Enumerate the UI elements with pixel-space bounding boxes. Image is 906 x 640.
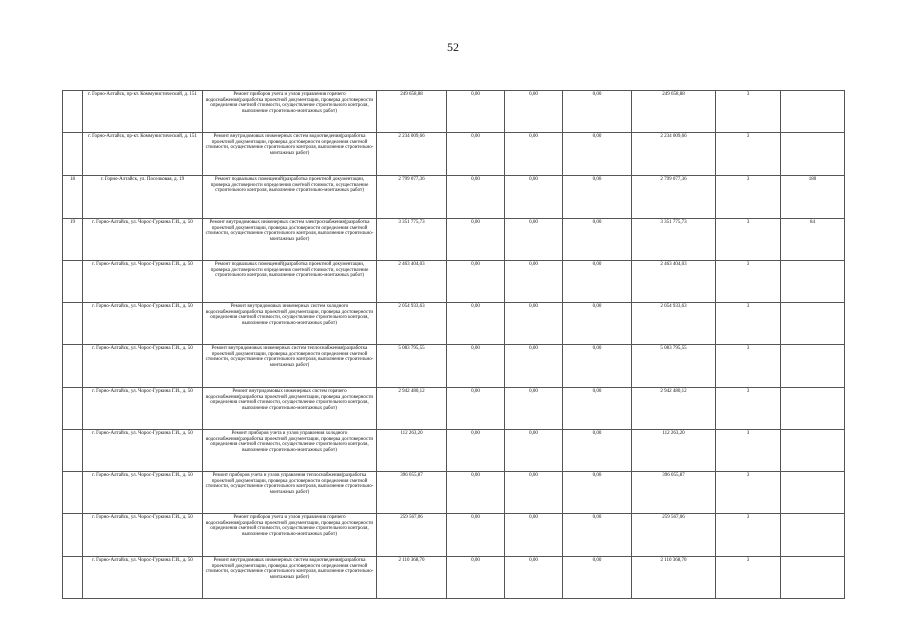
local-budget-cell: 0,00 <box>563 133 632 176</box>
area-cell: 84 <box>781 219 845 261</box>
total-cost-cell: 249 658,88 <box>377 91 447 133</box>
owners-funds-cell: 259 567,06 <box>632 514 716 557</box>
region-budget-cell: 0,00 <box>505 261 563 303</box>
owners-funds-cell: 2 463 404,03 <box>632 261 716 303</box>
method-cell: 3 <box>716 557 781 599</box>
area-cell <box>781 91 845 133</box>
region-budget-cell: 0,00 <box>505 472 563 514</box>
area-cell <box>781 303 845 345</box>
row-number <box>63 345 83 388</box>
total-cost-cell: 112 263,20 <box>377 430 447 472</box>
address-cell: г. Горно-Алтайск, ул. Чорос-Гуркина Г.И., д. 50 <box>83 430 203 472</box>
area-cell: 180 <box>781 176 845 219</box>
owners-funds-cell: 2 799 077,36 <box>632 176 716 219</box>
fund-cost-cell: 0,00 <box>447 91 505 133</box>
owners-funds-cell: 2 110 368,70 <box>632 557 716 599</box>
total-cost-cell: 2 054 933,63 <box>377 303 447 345</box>
fund-cost-cell: 0,00 <box>447 514 505 557</box>
fund-cost-cell: 0,00 <box>447 303 505 345</box>
local-budget-cell: 0,00 <box>563 91 632 133</box>
total-cost-cell: 2 799 077,36 <box>377 176 447 219</box>
owners-funds-cell: 3 351 775,73 <box>632 219 716 261</box>
row-number <box>63 388 83 430</box>
table-row <box>63 219 845 261</box>
total-cost-cell: 3 351 775,73 <box>377 219 447 261</box>
local-budget-cell: 0,00 <box>563 261 632 303</box>
address-cell: г. Горно-Алтайск, ул. Поселковая, д. 19 <box>83 176 203 219</box>
local-budget-cell: 0,00 <box>563 472 632 514</box>
table-row <box>63 472 845 514</box>
fund-cost-cell: 0,00 <box>447 557 505 599</box>
region-budget-cell: 0,00 <box>505 133 563 176</box>
method-cell: 3 <box>716 430 781 472</box>
table-row <box>63 303 845 345</box>
owners-funds-cell: 249 658,88 <box>632 91 716 133</box>
work-type-cell: Ремонт внутридомовых инженерных систем водоотведения(разработка проектной документации, проверка достоверности определения сметной стоимости, осуществление строительного контроля, выполнение строительно-монтажных работ) <box>203 557 377 599</box>
local-budget-cell: 0,00 <box>563 303 632 345</box>
owners-funds-cell: 2 054 933,63 <box>632 303 716 345</box>
region-budget-cell: 0,00 <box>505 388 563 430</box>
total-cost-cell: 2 110 368,70 <box>377 557 447 599</box>
owners-funds-cell: 2 942 480,12 <box>632 388 716 430</box>
local-budget-cell: 0,00 <box>563 514 632 557</box>
work-type-cell: Ремонт подвальных помещений(разработка проектной документации, проверка достоверности определения сметной стоимости, осуществление строительного контроля, выполнение строительно-монтажных работ) <box>203 261 377 303</box>
area-cell <box>781 388 845 430</box>
work-type-cell: Ремонт внутридомовых инженерных систем водоотведения(разработка проектной документации, проверка достоверности определения сметной стоимости, осуществление строительного контроля, выполнение строительно-монтажных работ) <box>203 133 377 176</box>
local-budget-cell: 0,00 <box>563 430 632 472</box>
region-budget-cell: 0,00 <box>505 514 563 557</box>
total-cost-cell: 2 942 480,12 <box>377 388 447 430</box>
table-row <box>63 91 845 133</box>
method-cell: 3 <box>716 261 781 303</box>
area-cell <box>781 133 845 176</box>
method-cell: 3 <box>716 219 781 261</box>
row-number: 19 <box>63 219 83 261</box>
fund-cost-cell: 0,00 <box>447 388 505 430</box>
table-row <box>63 133 845 176</box>
region-budget-cell: 0,00 <box>505 219 563 261</box>
work-type-cell: Ремонт внутридомовых инженерных систем электроснабжения(разработка проектной документации, проверка достоверности определения сметной стоимости, осуществление строительного контроля, выполнение строительно-монтажных работ) <box>203 219 377 261</box>
row-number <box>63 472 83 514</box>
method-cell: 3 <box>716 91 781 133</box>
work-type-cell: Ремонт внутридомовых инженерных систем горячего водоснабжения(разработка проектной документации, проверка достоверности определения сметной стоимости, осуществление строительного контроля, выполнение строительно-монтажных работ) <box>203 388 377 430</box>
method-cell: 3 <box>716 303 781 345</box>
address-cell: г. Горно-Алтайск, ул. Чорос-Гуркина Г.И., д. 50 <box>83 557 203 599</box>
row-number <box>63 303 83 345</box>
work-type-cell: Ремонт приборов учета и узлов управления холодного водоснабжения(разработка проектной документации, проверка достоверности определения сметной стоимости, осуществление строительного контроля, выполнение строительно-монтажных работ) <box>203 430 377 472</box>
region-budget-cell: 0,00 <box>505 430 563 472</box>
address-cell: г. Горно-Алтайск, ул. Чорос-Гуркина Г.И., д. 50 <box>83 261 203 303</box>
owners-funds-cell: 2 234 009,66 <box>632 133 716 176</box>
row-number: 18 <box>63 176 83 219</box>
region-budget-cell: 0,00 <box>505 345 563 388</box>
local-budget-cell: 0,00 <box>563 388 632 430</box>
work-type-cell: Ремонт внутридомовых инженерных систем теплоснабжения(разработка проектной документации, проверка достоверности определения сметной стоимости, осуществление строительного контроля, выполнение строительно-монтажных работ) <box>203 345 377 388</box>
fund-cost-cell: 0,00 <box>447 261 505 303</box>
row-number <box>63 514 83 557</box>
address-cell: г. Горно-Алтайск, пр-кт. Коммунистический, д. 151 <box>83 91 203 133</box>
address-cell: г. Горно-Алтайск, ул. Чорос-Гуркина Г.И., д. 50 <box>83 219 203 261</box>
work-type-cell: Ремонт подвальных помещений(разработка проектной документации, проверка достоверности определения сметной стоимости, осуществление строительного контроля, выполнение строительно-монтажных работ) <box>203 176 377 219</box>
region-budget-cell: 0,00 <box>505 176 563 219</box>
method-cell: 3 <box>716 388 781 430</box>
row-number <box>63 557 83 599</box>
page-number: 52 <box>447 40 459 54</box>
local-budget-cell: 0,00 <box>563 345 632 388</box>
table-row <box>63 176 845 219</box>
area-cell <box>781 261 845 303</box>
region-budget-cell: 0,00 <box>505 303 563 345</box>
row-number <box>63 133 83 176</box>
method-cell: 3 <box>716 133 781 176</box>
table-row <box>63 261 845 303</box>
works-table <box>62 90 845 599</box>
total-cost-cell: 396 055,87 <box>377 472 447 514</box>
fund-cost-cell: 0,00 <box>447 176 505 219</box>
fund-cost-cell: 0,00 <box>447 430 505 472</box>
area-cell <box>781 557 845 599</box>
table-row <box>63 388 845 430</box>
total-cost-cell: 259 567,06 <box>377 514 447 557</box>
work-type-cell: Ремонт внутридомовых инженерных систем холодного водоснабжения(разработка проектной документации, проверка достоверности определения сметной стоимости, осуществление строительного контроля, выполнение строительно-монтажных работ) <box>203 303 377 345</box>
area-cell <box>781 430 845 472</box>
area-cell <box>781 514 845 557</box>
row-number <box>63 261 83 303</box>
local-budget-cell: 0,00 <box>563 176 632 219</box>
work-type-cell: Ремонт приборов учета и узлов управления теплоснабжения(разработка проектной документации, проверка достоверности определения сметной стоимости, осуществление строительного контроля, выполнение строительно-монтажных работ) <box>203 472 377 514</box>
table-row <box>63 345 845 388</box>
address-cell: г. Горно-Алтайск, ул. Чорос-Гуркина Г.И., д. 50 <box>83 388 203 430</box>
method-cell: 3 <box>716 176 781 219</box>
address-cell: г. Горно-Алтайск, ул. Чорос-Гуркина Г.И., д. 50 <box>83 345 203 388</box>
row-number <box>63 430 83 472</box>
total-cost-cell: 2 463 404,03 <box>377 261 447 303</box>
address-cell: г. Горно-Алтайск, ул. Чорос-Гуркина Г.И., д. 50 <box>83 303 203 345</box>
local-budget-cell: 0,00 <box>563 557 632 599</box>
total-cost-cell: 5 083 795,55 <box>377 345 447 388</box>
region-budget-cell: 0,00 <box>505 557 563 599</box>
work-type-cell: Ремонт приборов учета и узлов управления горячего водоснабжения(разработка проектной документации, проверка достоверности определения сметной стоимости, осуществление строительного контроля, выполнение строительно-монтажных работ) <box>203 91 377 133</box>
row-number <box>63 91 83 133</box>
method-cell: 3 <box>716 472 781 514</box>
owners-funds-cell: 112 263,20 <box>632 430 716 472</box>
address-cell: г. Горно-Алтайск, пр-кт. Коммунистический, д. 151 <box>83 133 203 176</box>
area-cell <box>781 345 845 388</box>
fund-cost-cell: 0,00 <box>447 345 505 388</box>
owners-funds-cell: 5 083 795,55 <box>632 345 716 388</box>
address-cell: г. Горно-Алтайск, ул. Чорос-Гуркина Г.И., д. 50 <box>83 514 203 557</box>
method-cell: 3 <box>716 514 781 557</box>
local-budget-cell: 0,00 <box>563 219 632 261</box>
method-cell: 3 <box>716 345 781 388</box>
fund-cost-cell: 0,00 <box>447 133 505 176</box>
fund-cost-cell: 0,00 <box>447 472 505 514</box>
address-cell: г. Горно-Алтайск, ул. Чорос-Гуркина Г.И., д. 50 <box>83 472 203 514</box>
table-row <box>63 557 845 599</box>
owners-funds-cell: 396 055,87 <box>632 472 716 514</box>
work-type-cell: Ремонт приборов учета и узлов управления горячего водоснабжения(разработка проектной документации, проверка достоверности определения сметной стоимости, осуществление строительного контроля, выполнение строительно-монтажных работ) <box>203 514 377 557</box>
table-row <box>63 430 845 472</box>
table-body <box>63 91 845 599</box>
area-cell <box>781 472 845 514</box>
region-budget-cell: 0,00 <box>505 91 563 133</box>
total-cost-cell: 2 234 009,66 <box>377 133 447 176</box>
fund-cost-cell: 0,00 <box>447 219 505 261</box>
table-row <box>63 514 845 557</box>
